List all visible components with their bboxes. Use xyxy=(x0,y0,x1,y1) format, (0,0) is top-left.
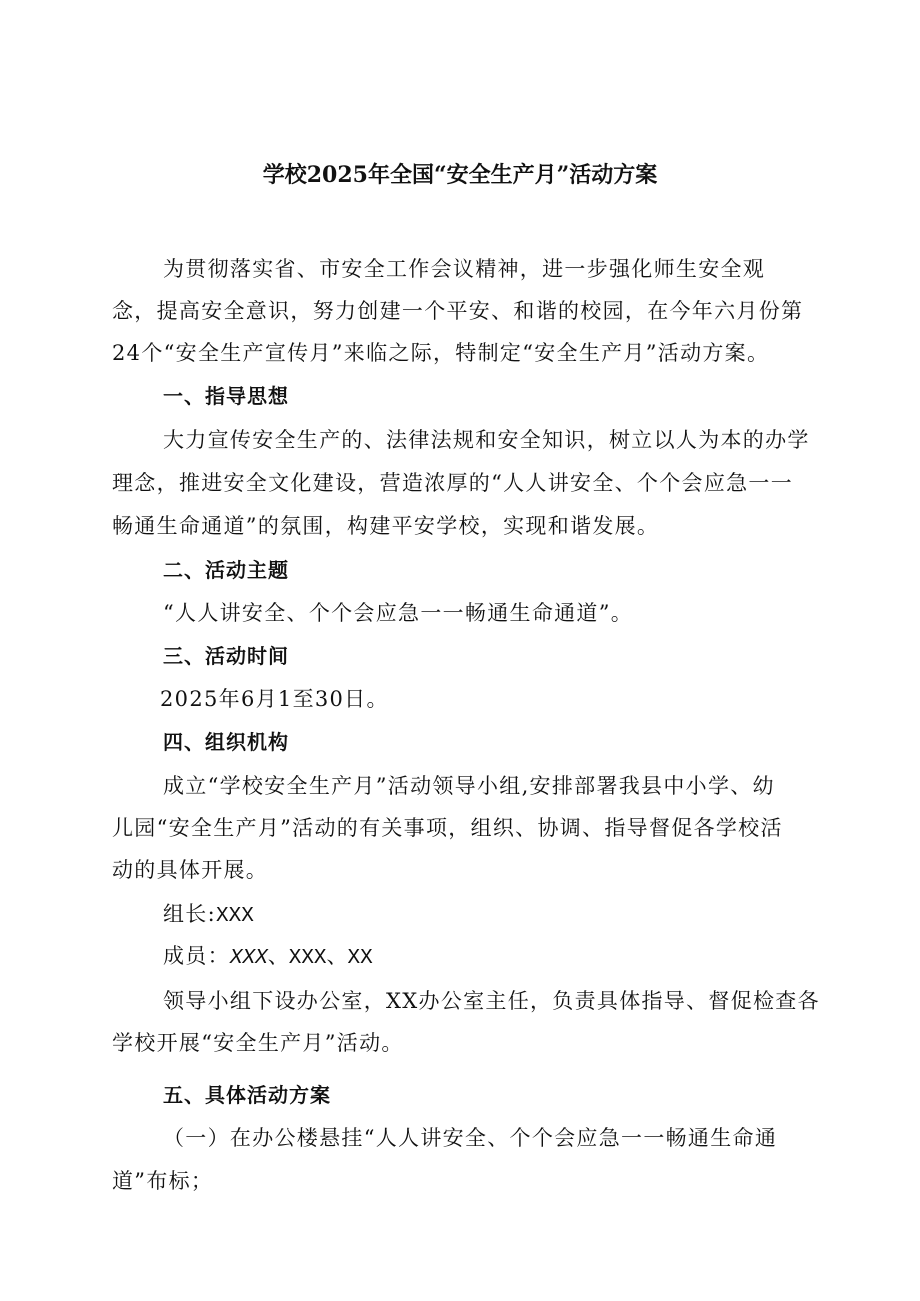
intro-line-1: 为贯彻落实省、市安全工作会议精神，进一步强化师生安全观 xyxy=(163,257,766,281)
intro-line-2: 念，提高安全意识，努力创建一个平安、和谐的校园，在今年六月份第 xyxy=(112,299,804,323)
office-line-2: 学校开展“安全生产月”活动。 xyxy=(112,1031,404,1055)
leader-line xyxy=(163,899,254,932)
document-title: 学校2025年全国“安全生产月”活动方案 xyxy=(262,162,658,188)
section-5-item-1-line-2: 道”布标； xyxy=(112,1169,214,1193)
section-3-line-1: 2025年6月1至30日。 xyxy=(160,687,389,711)
section-5-heading: 五、具体活动方案 xyxy=(163,1083,331,1107)
leader-label: 组长: xyxy=(163,902,216,926)
members-line xyxy=(163,941,373,974)
section-5-item-1-line-1: （一）在办公楼悬挂“人人讲安全、个个会应急一一畅通生命通 xyxy=(163,1126,778,1150)
section-2-heading: 二、活动主题 xyxy=(163,558,289,582)
section-4-line-1: 成立“学校安全生产月”活动领导小组,安排部署我县中小学、幼 xyxy=(163,774,775,798)
section-1-line-2: 理念，推进安全文化建设，营造浓厚的“人人讲安全、个个会应急一一 xyxy=(112,471,794,495)
office-line-1: 领导小组下设办公室，XX办公室主任，负责具体指导、督促检查各 xyxy=(163,989,820,1013)
leader-value: XXX xyxy=(215,905,254,928)
members-rest: 、XXX、XX xyxy=(267,947,373,970)
section-1-line-3: 畅通生命通道”的氛围，构建平安学校，实现和谐发展。 xyxy=(112,514,660,538)
section-4-line-3: 动的具体开展。 xyxy=(112,858,269,882)
section-4-line-2: 儿园“安全生产月”活动的有关事项，组织、协调、指导督促各学校活 xyxy=(112,816,783,840)
section-2-line-1: “人人讲安全、个个会应急一一畅通生命通道”。 xyxy=(163,601,634,625)
member-1: XXX xyxy=(229,947,268,970)
intro-line-3: 24个“安全生产宣传月”来临之际，特制定“安全生产月”活动方案。 xyxy=(112,341,770,365)
section-1-line-1: 大力宣传安全生产的、法律法规和安全知识，树立以人为本的办学 xyxy=(163,428,810,452)
section-3-heading: 三、活动时间 xyxy=(163,644,289,668)
section-4-heading: 四、组织机构 xyxy=(163,730,289,754)
members-label: 成员： xyxy=(163,944,230,968)
section-1-heading: 一、指导思想 xyxy=(163,384,289,408)
